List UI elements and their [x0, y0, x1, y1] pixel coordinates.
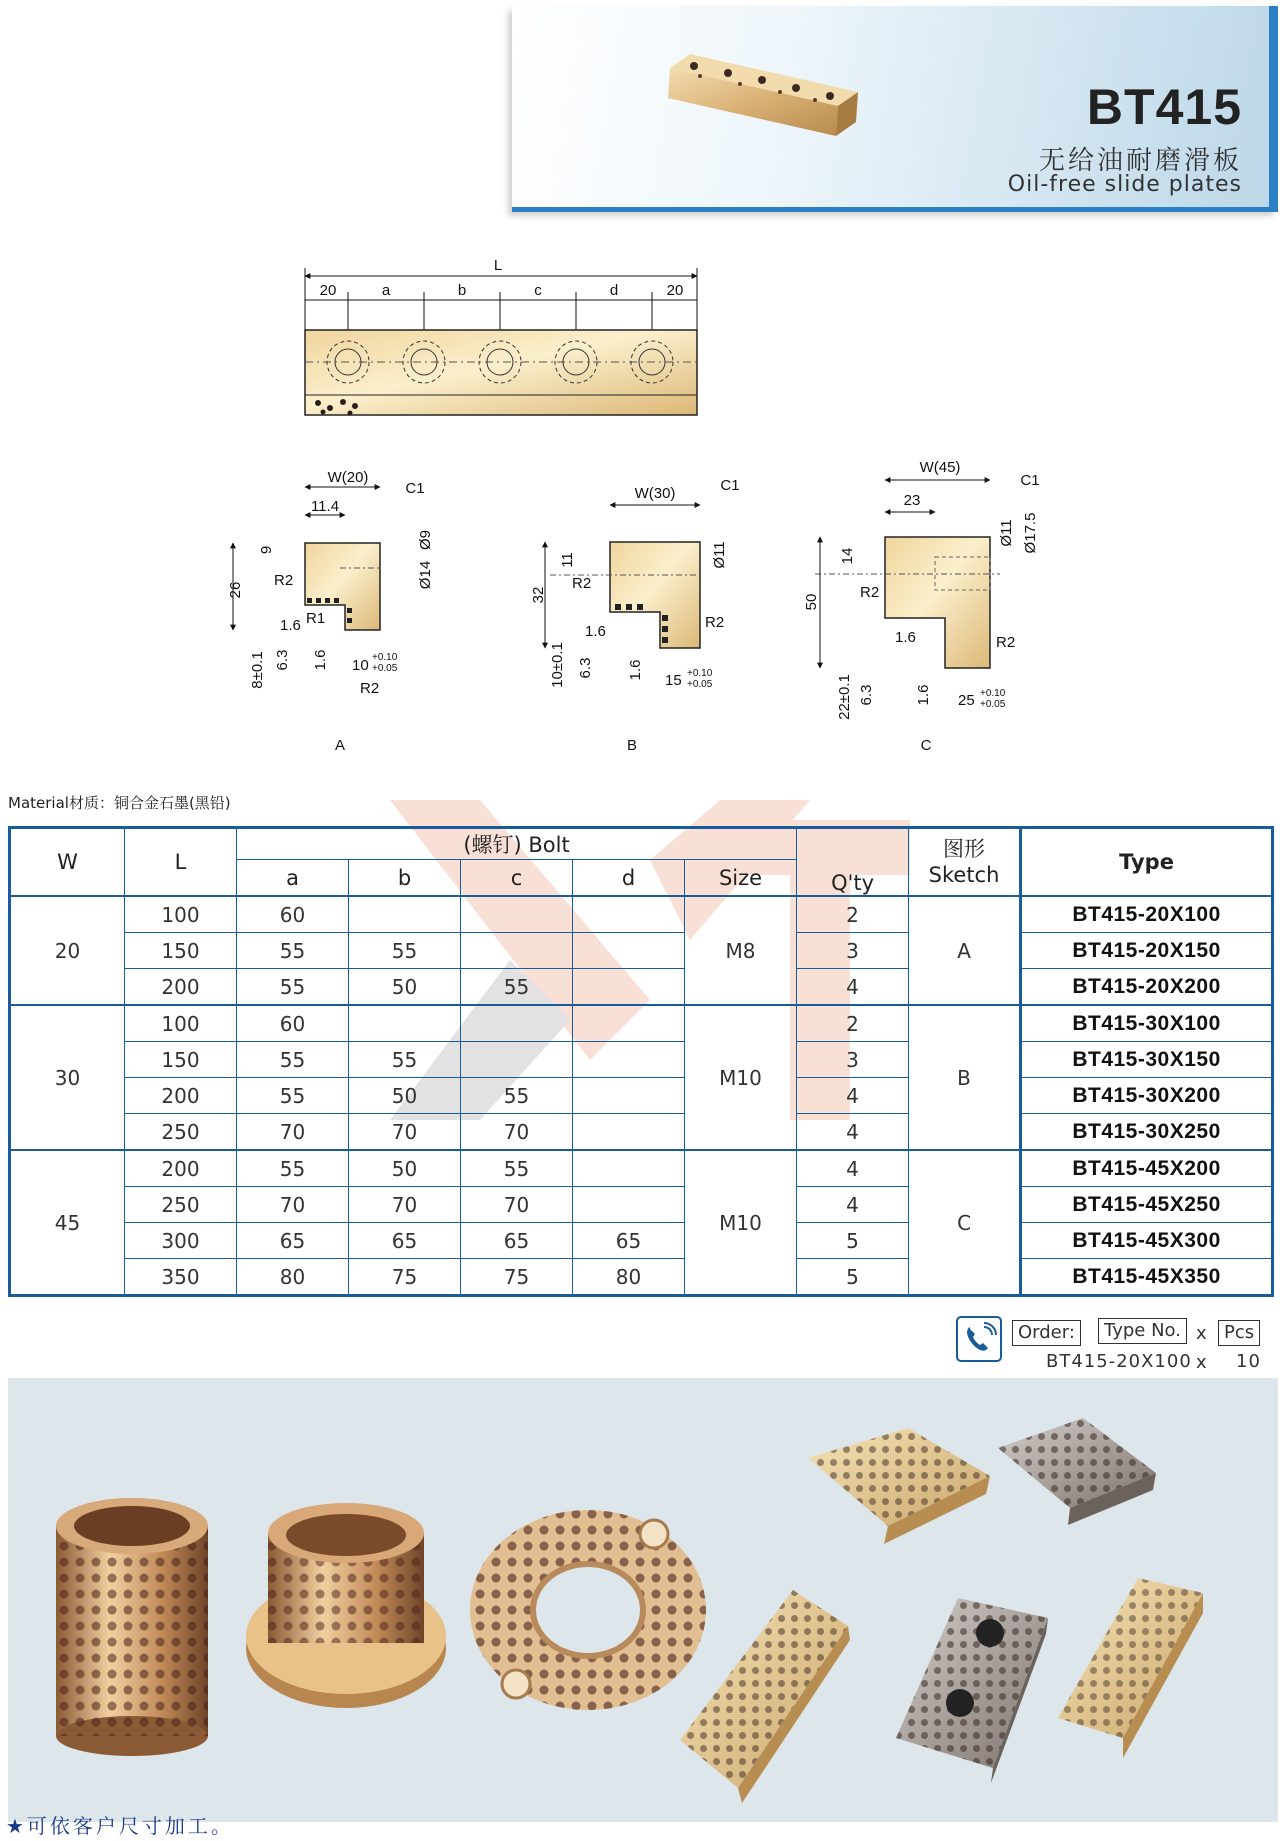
cell-type: BT415-30X200	[1021, 1078, 1273, 1114]
cell-c: 55	[461, 1078, 573, 1114]
cell-qty: 3	[797, 1042, 909, 1078]
product-range-photo	[8, 1378, 1278, 1822]
cell-w: 45	[10, 1150, 125, 1296]
photo-plate-1	[808, 1428, 990, 1544]
cell-c	[461, 1042, 573, 1078]
material-note: Material材质：铜合金石墨(黑铅)	[8, 794, 231, 812]
svg-text:R2: R2	[860, 584, 880, 601]
cell-l: 250	[125, 1114, 237, 1151]
cell-a: 70	[237, 1187, 349, 1223]
cell-qty: 4	[797, 969, 909, 1006]
cell-b: 75	[349, 1259, 461, 1296]
svg-text:C1: C1	[720, 477, 740, 494]
cell-d	[573, 1078, 685, 1114]
product-name-cn: 无给油耐磨滑板	[1038, 146, 1242, 176]
cell-qty: 5	[797, 1223, 909, 1259]
cell-type: BT415-20X150	[1021, 933, 1273, 969]
svg-text:9: 9	[258, 545, 275, 555]
photo-bushing	[56, 1498, 208, 1756]
table-row	[10, 1259, 1273, 1296]
cell-c: 70	[461, 1114, 573, 1151]
cell-b: 55	[349, 1042, 461, 1078]
photo-plate-2	[998, 1418, 1156, 1525]
svg-text:Ø17.5: Ø17.5	[1022, 512, 1039, 554]
section-a	[227, 469, 434, 754]
svg-text:11.4: 11.4	[310, 498, 340, 515]
svg-text:1.6: 1.6	[585, 623, 606, 640]
cell-type: BT415-20X200	[1021, 969, 1273, 1006]
product-model: BT415	[1086, 79, 1242, 135]
table-row	[10, 1005, 1273, 1042]
svg-text:R2: R2	[572, 575, 592, 592]
cell-size: M10	[685, 1150, 797, 1296]
cell-l: 150	[125, 933, 237, 969]
cell-d	[573, 969, 685, 1006]
cell-d	[573, 1187, 685, 1223]
svg-text:10±0.1: 10±0.1	[549, 642, 566, 688]
order-x-2: x	[1196, 1352, 1207, 1373]
svg-text:1.6: 1.6	[312, 649, 329, 671]
cell-type: BT415-45X300	[1021, 1223, 1273, 1259]
order-example-type: BT415-20X100	[1046, 1351, 1192, 1372]
phone-icon	[956, 1316, 1002, 1362]
cell-type: BT415-20X100	[1021, 896, 1273, 933]
cell-qty: 4	[797, 1114, 909, 1151]
svg-text:14: 14	[839, 547, 856, 565]
cell-b: 70	[349, 1187, 461, 1223]
cell-d	[573, 1042, 685, 1078]
svg-text:26: 26	[227, 581, 244, 599]
cell-b	[349, 1005, 461, 1042]
cell-c: 75	[461, 1259, 573, 1296]
cell-a: 55	[237, 1042, 349, 1078]
cell-l: 250	[125, 1187, 237, 1223]
cell-c	[461, 896, 573, 933]
section-c	[803, 459, 1040, 754]
seg-1: a	[381, 282, 391, 299]
svg-text:R2: R2	[705, 614, 725, 631]
photo-plate-4	[896, 1598, 1048, 1783]
col-header-w: W	[10, 828, 125, 897]
svg-text:W(45): W(45)	[919, 459, 961, 476]
cell-l: 100	[125, 1005, 237, 1042]
cell-d: 65	[573, 1223, 685, 1259]
cell-type: BT415-30X100	[1021, 1005, 1273, 1042]
svg-text:Ø11: Ø11	[711, 541, 728, 569]
svg-text:1.6: 1.6	[627, 659, 644, 681]
cell-d	[573, 896, 685, 933]
svg-text:15: 15	[665, 672, 682, 689]
svg-text:+0.10: +0.10	[687, 668, 713, 679]
cell-type: BT415-30X250	[1021, 1114, 1273, 1151]
svg-text:Ø11: Ø11	[998, 519, 1015, 547]
sketch-label-en: Sketch	[928, 863, 1000, 887]
table-row	[10, 1078, 1273, 1114]
table-row	[10, 1150, 1273, 1187]
svg-text:10: 10	[352, 657, 369, 674]
cell-l: 200	[125, 1150, 237, 1187]
table-row	[10, 1223, 1273, 1259]
cell-a: 60	[237, 896, 349, 933]
cell-a: 65	[237, 1223, 349, 1259]
svg-text:23: 23	[903, 492, 921, 509]
svg-text:1.6: 1.6	[280, 617, 301, 634]
svg-text:R1: R1	[306, 610, 326, 627]
photo-plate-3	[680, 1590, 850, 1803]
col-header-d: d	[573, 860, 685, 897]
svg-text:R2: R2	[360, 680, 380, 697]
cell-size: M8	[685, 896, 797, 1005]
cell-sketch: C	[909, 1150, 1021, 1296]
cell-a: 60	[237, 1005, 349, 1042]
cell-b: 55	[349, 933, 461, 969]
cell-c	[461, 1005, 573, 1042]
cell-b: 65	[349, 1223, 461, 1259]
cell-qty: 5	[797, 1259, 909, 1296]
cell-b: 50	[349, 1078, 461, 1114]
svg-text:+0.10: +0.10	[372, 652, 398, 663]
seg-4: d	[609, 282, 619, 299]
photo-thrust-washer	[470, 1510, 706, 1710]
cell-sketch: B	[909, 1005, 1021, 1150]
svg-text:Ø9: Ø9	[417, 529, 434, 551]
svg-text:11: 11	[559, 552, 576, 568]
svg-text:22±0.1: 22±0.1	[836, 674, 853, 720]
svg-text:Ø14: Ø14	[417, 560, 434, 590]
svg-text:W(30): W(30)	[634, 485, 676, 502]
cell-w: 20	[10, 896, 125, 1005]
order-pcs-label: Pcs	[1218, 1320, 1260, 1346]
top-view	[305, 257, 697, 416]
svg-text:+0.05: +0.05	[980, 699, 1006, 710]
cell-l: 350	[125, 1259, 237, 1296]
banner-accent-stripe	[1269, 6, 1278, 212]
cell-d	[573, 1005, 685, 1042]
col-header-c: c	[461, 860, 573, 897]
cell-qty: 2	[797, 1005, 909, 1042]
seg-5: 20	[666, 282, 684, 299]
table-row	[10, 933, 1273, 969]
svg-text:6.3: 6.3	[274, 649, 291, 671]
cell-l: 200	[125, 1078, 237, 1114]
order-x-1: x	[1196, 1323, 1207, 1344]
cell-type: BT415-45X250	[1021, 1187, 1273, 1223]
col-header-type: Type	[1021, 828, 1273, 897]
product-illustration	[8, 1378, 1278, 1822]
cell-qty: 4	[797, 1150, 909, 1187]
table-row	[10, 896, 1273, 933]
cell-a: 55	[237, 1078, 349, 1114]
cell-d	[573, 933, 685, 969]
svg-text:50: 50	[803, 593, 820, 611]
svg-text:+0.05: +0.05	[372, 663, 398, 674]
section-c-caption: C	[920, 737, 932, 754]
length-label: L	[493, 257, 503, 274]
cell-l: 200	[125, 969, 237, 1006]
order-example-pcs: 10	[1236, 1351, 1261, 1372]
cell-d	[573, 1114, 685, 1151]
table-row	[10, 1187, 1273, 1223]
table-row	[10, 1114, 1273, 1151]
section-a-caption: A	[334, 737, 346, 754]
cell-c: 55	[461, 1150, 573, 1187]
cell-a: 80	[237, 1259, 349, 1296]
seg-2: b	[457, 282, 467, 299]
cell-b: 50	[349, 1150, 461, 1187]
cell-sketch: A	[909, 896, 1021, 1005]
photo-flange-bushing	[246, 1503, 446, 1708]
svg-text:6.3: 6.3	[577, 657, 594, 679]
seg-0: 20	[319, 282, 337, 299]
col-header-sketch	[909, 828, 1021, 897]
sketch-label-cn: 图形	[943, 837, 986, 861]
svg-text:+0.10: +0.10	[980, 688, 1006, 699]
svg-text:6.3: 6.3	[858, 684, 875, 706]
svg-text:C1: C1	[405, 480, 425, 497]
svg-text:+0.05: +0.05	[687, 679, 713, 690]
col-header-qty: Q'ty	[797, 828, 909, 897]
svg-text:R2: R2	[274, 572, 294, 589]
cell-d	[573, 1150, 685, 1187]
col-header-l: L	[125, 828, 237, 897]
cell-size: M10	[685, 1005, 797, 1150]
svg-text:1.6: 1.6	[915, 684, 932, 706]
seg-3: c	[534, 282, 542, 299]
cell-a: 55	[237, 1150, 349, 1187]
cell-b	[349, 896, 461, 933]
col-header-b: b	[349, 860, 461, 897]
section-b	[530, 477, 740, 754]
cell-qty: 3	[797, 933, 909, 969]
col-header-size: Size	[685, 860, 797, 897]
svg-text:1.6: 1.6	[895, 629, 916, 646]
cell-c: 65	[461, 1223, 573, 1259]
cell-type: BT415-45X350	[1021, 1259, 1273, 1296]
svg-text:W(20): W(20)	[327, 469, 369, 486]
footnote: ★可依客户尺寸加工。	[6, 1814, 234, 1838]
photo-plate-5	[1058, 1578, 1203, 1758]
cell-l: 300	[125, 1223, 237, 1259]
cell-a: 55	[237, 933, 349, 969]
table-row	[10, 969, 1273, 1006]
cell-b: 50	[349, 969, 461, 1006]
svg-text:25: 25	[958, 692, 975, 709]
cell-d: 80	[573, 1259, 685, 1296]
cell-qty: 2	[797, 896, 909, 933]
cell-c: 70	[461, 1187, 573, 1223]
cell-l: 150	[125, 1042, 237, 1078]
product-thumbnail	[660, 46, 870, 156]
cell-qty: 4	[797, 1078, 909, 1114]
section-b-caption: B	[626, 737, 638, 754]
header-row-1	[10, 828, 1273, 860]
col-header-bolt: (螺钉) Bolt	[237, 828, 797, 860]
cell-c: 55	[461, 969, 573, 1006]
svg-text:32: 32	[530, 586, 547, 604]
table-row	[10, 1042, 1273, 1078]
order-type-label: Type No.	[1098, 1318, 1187, 1344]
cell-qty: 4	[797, 1187, 909, 1223]
cell-type: BT415-45X200	[1021, 1150, 1273, 1187]
cell-w: 30	[10, 1005, 125, 1150]
banner-bottom-line	[512, 207, 1278, 212]
svg-text:C1: C1	[1020, 472, 1040, 489]
order-label: Order:	[1012, 1320, 1081, 1346]
header-banner	[512, 6, 1278, 212]
product-name-en: Oil-free slide plates	[1007, 172, 1242, 197]
technical-drawing	[0, 240, 1288, 760]
svg-text:8±0.1: 8±0.1	[249, 651, 266, 689]
cell-type: BT415-30X150	[1021, 1042, 1273, 1078]
cell-b: 70	[349, 1114, 461, 1151]
col-header-a: a	[237, 860, 349, 897]
spec-table	[8, 826, 1274, 1297]
cell-a: 55	[237, 969, 349, 1006]
cell-c	[461, 933, 573, 969]
cell-l: 100	[125, 896, 237, 933]
svg-text:R2: R2	[996, 634, 1016, 651]
cell-a: 70	[237, 1114, 349, 1151]
